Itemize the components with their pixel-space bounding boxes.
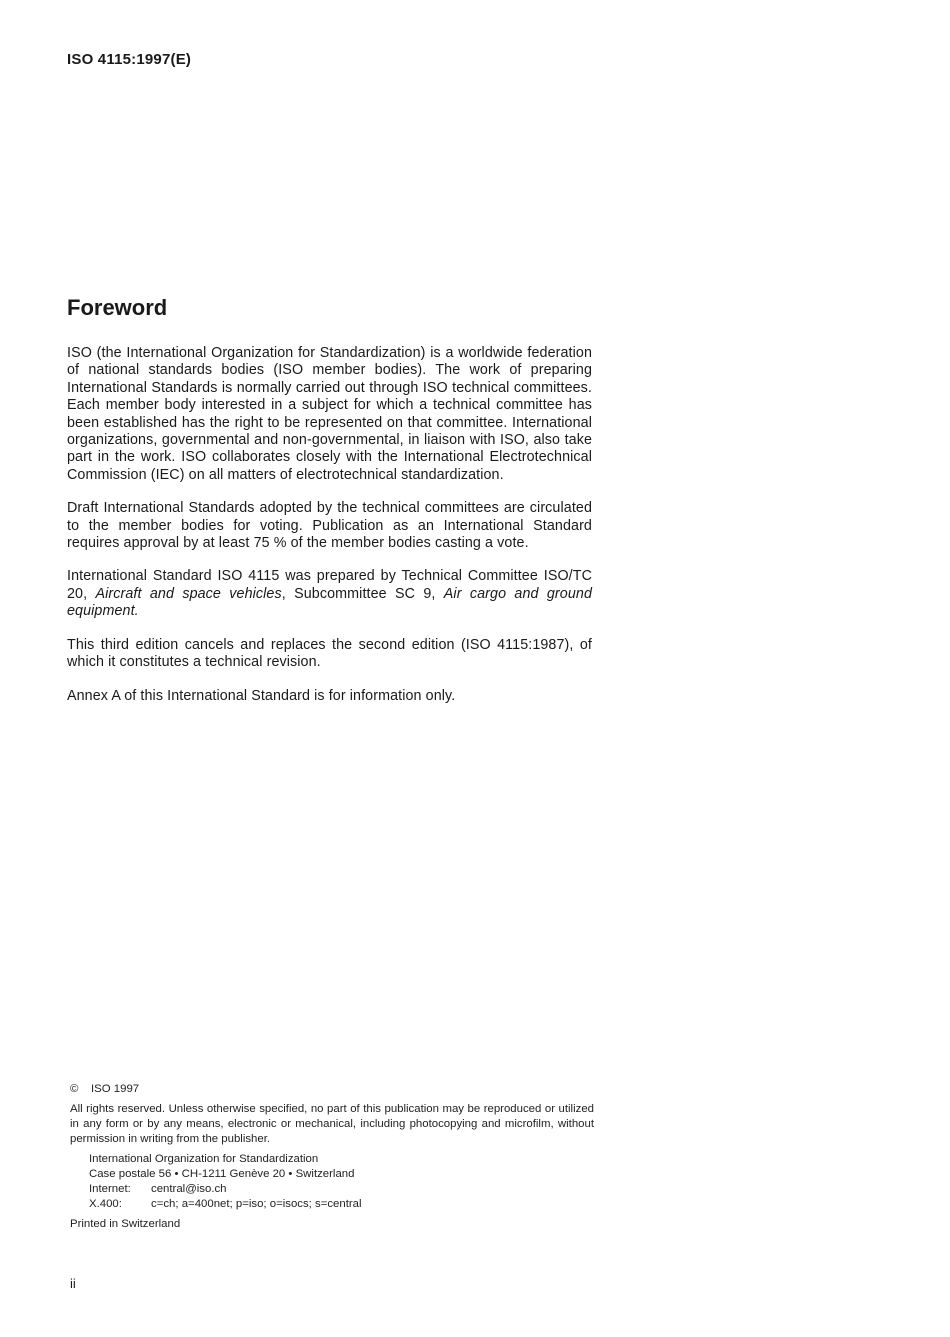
paragraph-1: ISO (the International Organization for Standardization) is a worldwide federation of national standards bodies (ISO member bodies). The work of preparing International Standards is normally carried out through ISO technical committees. Each member body interested in a subject for which a technical committee has been established has the right to be represented on that committee. International organizations, governmental and non-governmental, in liaison with ISO, also take part in the work. ISO collaborates closely with the International Electrotechnical Commission (IEC) on all matters of electrotechnical standardization. [67,345,592,483]
paragraph-4: This third edition cancels and replaces the second edition (ISO 4115:1987), of which it constitutes a technical revision. [67,636,592,671]
page-number: ii [70,1276,76,1291]
paragraph-2: Draft International Standards adopted by the technical committees are circulated to the member bodies for voting. Publication as an International Standard requires approval by at least 75 % of the member bodies casting a vote. [67,500,592,552]
postal-address: Case postale 56 • CH-1211 Genève 20 • Switzerland [89,1168,355,1180]
paragraph-3 [67,568,592,620]
copyright-symbol: © [70,1083,79,1095]
committee-title: Aircraft and space vehicles [95,585,282,602]
org-name: International Organization for Standardization [89,1153,319,1165]
paragraph-5: Annex A of this International Standard is for information only. [67,687,456,704]
x400-row [89,1197,594,1212]
internet-value: central@iso.ch [151,1183,227,1195]
rights-statement: All rights reserved. Unless otherwise specified, no part of this publication may be reproduced or utilized in any form or by any means, electronic or mechanical, including photocopying and microfilm, without permission in writing from the publisher. [70,1103,594,1145]
x400-label: X.400: [89,1198,122,1210]
internet-label: Internet: [89,1183,131,1195]
paragraph-3-text-a: International Standard ISO 4115 was prepared by Technical Committee ISO/TC 20, [67,568,592,602]
copyright-line [70,1082,594,1097]
internet-row [89,1182,594,1197]
paragraph-3-text-c: , Subcommittee SC 9, [281,585,444,602]
document-header: ISO 4115:1997(E) [67,51,192,68]
printed-in: Printed in Switzerland [70,1218,181,1230]
x400-value: c=ch; a=400net; p=iso; o=isocs; s=central [151,1198,362,1210]
page-title: Foreword [67,295,168,320]
publisher-address [70,1152,594,1212]
copyright-block [70,1082,594,1232]
foreword-body [67,345,592,721]
copyright-year: ISO 1997 [91,1083,140,1095]
subcommittee-title: Air cargo and ground equipment. [67,585,592,620]
